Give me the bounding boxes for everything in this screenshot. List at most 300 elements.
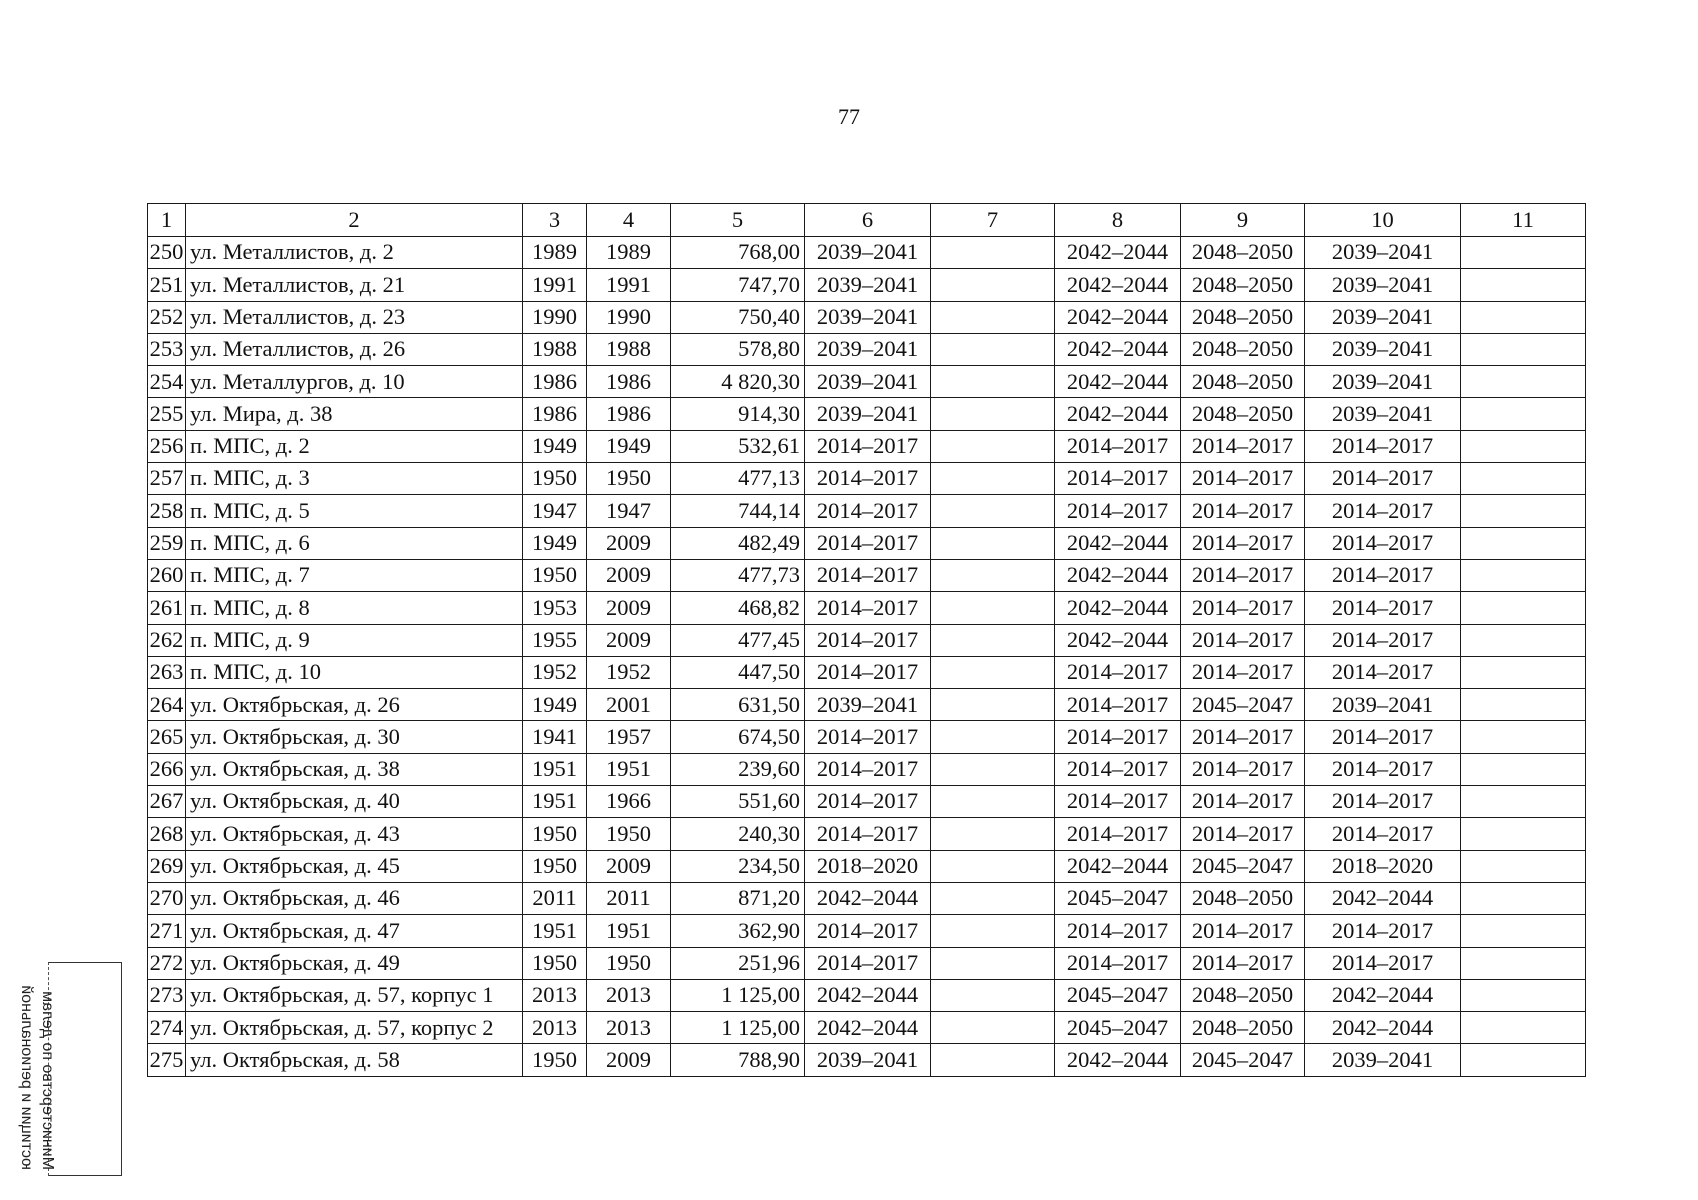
table-cell-col-10: 2039–2041: [1305, 333, 1461, 365]
table-cell-col-1: 267: [148, 786, 186, 818]
table-cell-col-10: 2018–2020: [1305, 850, 1461, 882]
table-cell-col-9: 2014–2017: [1181, 721, 1305, 753]
table-cell-col-9: 2014–2017: [1181, 592, 1305, 624]
table-cell-col-8: 2014–2017: [1055, 430, 1181, 462]
table-cell-col-3: 1950: [523, 818, 587, 850]
table-cell-col-11: [1461, 366, 1586, 398]
table-cell-col-11: [1461, 915, 1586, 947]
table-cell-col-9: 2045–2047: [1181, 689, 1305, 721]
table-cell-col-11: [1461, 721, 1586, 753]
table-cell-col-1: 254: [148, 366, 186, 398]
table-cell-col-7: [931, 430, 1055, 462]
table-cell-col-9: 2048–2050: [1181, 301, 1305, 333]
table-cell-col-3: 1988: [523, 333, 587, 365]
table-cell-col-8: 2042–2044: [1055, 398, 1181, 430]
table-cell-col-4: 1950: [587, 818, 671, 850]
table-cell-col-5: 4 820,30: [671, 366, 805, 398]
table-row: [148, 656, 1586, 688]
table-cell-col-1: 252: [148, 301, 186, 333]
table-cell-col-7: [931, 301, 1055, 333]
table-cell-col-2: п. МПС, д. 6: [186, 527, 523, 559]
table-cell-col-2: ул. Октябрьская, д. 43: [186, 818, 523, 850]
table-cell-col-2: п. МПС, д. 3: [186, 463, 523, 495]
table-row: [148, 786, 1586, 818]
table-cell-col-7: [931, 495, 1055, 527]
table-cell-col-3: 1986: [523, 398, 587, 430]
table-row: [148, 333, 1586, 365]
table-cell-col-9: 2048–2050: [1181, 366, 1305, 398]
table-cell-col-4: 2013: [587, 1012, 671, 1044]
table-cell-col-2: ул. Октябрьская, д. 45: [186, 850, 523, 882]
table-cell-col-8: 2042–2044: [1055, 366, 1181, 398]
table-cell-col-6: 2039–2041: [805, 398, 931, 430]
stamp-line: Министерство по делам: [39, 991, 56, 1170]
table-cell-col-8: 2042–2044: [1055, 527, 1181, 559]
table-row: [148, 850, 1586, 882]
table-cell-col-4: 2011: [587, 882, 671, 914]
table-cell-col-3: 1949: [523, 527, 587, 559]
table-cell-col-5: 1 125,00: [671, 1012, 805, 1044]
table-cell-col-9: 2045–2047: [1181, 1044, 1305, 1076]
table-cell-col-8: 2014–2017: [1055, 818, 1181, 850]
table-cell-col-6: 2014–2017: [805, 947, 931, 979]
table-cell-col-3: 1947: [523, 495, 587, 527]
table-cell-col-6: 2014–2017: [805, 753, 931, 785]
table-cell-col-6: 2014–2017: [805, 818, 931, 850]
table-cell-col-10: 2039–2041: [1305, 1044, 1461, 1076]
table-cell-col-6: 2042–2044: [805, 979, 931, 1011]
table-cell-col-3: 1951: [523, 786, 587, 818]
table-row: [148, 753, 1586, 785]
table-cell-col-8: 2045–2047: [1055, 1012, 1181, 1044]
table-cell-col-1: 268: [148, 818, 186, 850]
table-cell-col-3: 1953: [523, 592, 587, 624]
table-cell-col-2: ул. Мира, д. 38: [186, 398, 523, 430]
column-header-10: 10: [1305, 204, 1461, 237]
table-cell-col-11: [1461, 1044, 1586, 1076]
table-cell-col-10: 2039–2041: [1305, 366, 1461, 398]
table-cell-col-4: 1949: [587, 430, 671, 462]
table-cell-col-11: [1461, 527, 1586, 559]
table-cell-col-2: ул. Октябрьская, д. 47: [186, 915, 523, 947]
table-cell-col-11: [1461, 592, 1586, 624]
table-row: [148, 818, 1586, 850]
table-cell-col-7: [931, 366, 1055, 398]
table-cell-col-10: 2042–2044: [1305, 1012, 1461, 1044]
table-cell-col-5: 747,70: [671, 269, 805, 301]
table-cell-col-6: 2014–2017: [805, 430, 931, 462]
column-header-6: 6: [805, 204, 931, 237]
table-row: [148, 237, 1586, 269]
table-cell-col-5: 240,30: [671, 818, 805, 850]
table-cell-col-10: 2042–2044: [1305, 882, 1461, 914]
table-cell-col-8: 2042–2044: [1055, 301, 1181, 333]
table-cell-col-5: 744,14: [671, 495, 805, 527]
table-cell-col-6: 2014–2017: [805, 559, 931, 591]
table-cell-col-1: 261: [148, 592, 186, 624]
table-cell-col-1: 253: [148, 333, 186, 365]
table-row: [148, 915, 1586, 947]
table-cell-col-10: 2014–2017: [1305, 495, 1461, 527]
table-cell-col-9: 2014–2017: [1181, 753, 1305, 785]
table-cell-col-8: 2042–2044: [1055, 559, 1181, 591]
table-cell-col-4: 1966: [587, 786, 671, 818]
table-cell-col-3: 1989: [523, 237, 587, 269]
table-row: [148, 947, 1586, 979]
table-cell-col-11: [1461, 753, 1586, 785]
table-cell-col-11: [1461, 495, 1586, 527]
table-cell-col-10: 2039–2041: [1305, 689, 1461, 721]
table-cell-col-2: ул. Октябрьская, д. 58: [186, 1044, 523, 1076]
table-cell-col-4: 2009: [587, 850, 671, 882]
table-cell-col-7: [931, 1044, 1055, 1076]
table-row: [148, 1044, 1586, 1076]
table-cell-col-7: [931, 656, 1055, 688]
table-cell-col-3: 1949: [523, 430, 587, 462]
table-cell-col-4: 1951: [587, 915, 671, 947]
table-cell-col-3: 1950: [523, 1044, 587, 1076]
table-cell-col-9: 2048–2050: [1181, 1012, 1305, 1044]
table-row: [148, 882, 1586, 914]
table-row: [148, 269, 1586, 301]
table-cell-col-11: [1461, 624, 1586, 656]
column-header-2: 2: [186, 204, 523, 237]
table-cell-col-1: 273: [148, 979, 186, 1011]
table-cell-col-7: [931, 592, 1055, 624]
table-cell-col-1: 259: [148, 527, 186, 559]
table-cell-col-11: [1461, 882, 1586, 914]
table-cell-col-9: 2014–2017: [1181, 430, 1305, 462]
table-cell-col-9: 2014–2017: [1181, 624, 1305, 656]
table-cell-col-7: [931, 333, 1055, 365]
table-cell-col-5: 234,50: [671, 850, 805, 882]
table-cell-col-6: 2039–2041: [805, 237, 931, 269]
table-cell-col-8: 2014–2017: [1055, 463, 1181, 495]
table-cell-col-6: 2014–2017: [805, 463, 931, 495]
column-header-8: 8: [1055, 204, 1181, 237]
table-cell-col-2: ул. Металлистов, д. 23: [186, 301, 523, 333]
table-cell-col-3: 1991: [523, 269, 587, 301]
table-cell-col-2: п. МПС, д. 5: [186, 495, 523, 527]
table-cell-col-9: 2048–2050: [1181, 882, 1305, 914]
table-cell-col-8: 2014–2017: [1055, 721, 1181, 753]
table-row: [148, 398, 1586, 430]
table-cell-col-11: [1461, 979, 1586, 1011]
table-cell-col-1: 266: [148, 753, 186, 785]
table-cell-col-2: п. МПС, д. 7: [186, 559, 523, 591]
table-cell-col-1: 260: [148, 559, 186, 591]
table-cell-col-3: 1986: [523, 366, 587, 398]
table-cell-col-10: 2014–2017: [1305, 753, 1461, 785]
table-cell-col-9: 2014–2017: [1181, 947, 1305, 979]
table-cell-col-2: ул. Октябрьская, д. 26: [186, 689, 523, 721]
table-cell-col-8: 2014–2017: [1055, 689, 1181, 721]
table-row: [148, 721, 1586, 753]
column-header-9: 9: [1181, 204, 1305, 237]
table-cell-col-4: 2009: [587, 592, 671, 624]
table-cell-col-9: 2014–2017: [1181, 818, 1305, 850]
table-cell-col-6: 2039–2041: [805, 301, 931, 333]
column-header-3: 3: [523, 204, 587, 237]
table-cell-col-7: [931, 786, 1055, 818]
table-cell-col-10: 2039–2041: [1305, 398, 1461, 430]
table-cell-col-6: 2039–2041: [805, 269, 931, 301]
table-cell-col-8: 2014–2017: [1055, 947, 1181, 979]
table-cell-col-9: 2048–2050: [1181, 237, 1305, 269]
table-cell-col-5: 788,90: [671, 1044, 805, 1076]
table-cell-col-4: 1986: [587, 398, 671, 430]
table-cell-col-7: [931, 882, 1055, 914]
table-cell-col-6: 2014–2017: [805, 656, 931, 688]
table-cell-col-4: 1957: [587, 721, 671, 753]
table-cell-col-9: 2014–2017: [1181, 495, 1305, 527]
table-cell-col-9: 2014–2017: [1181, 559, 1305, 591]
table-cell-col-2: ул. Октябрьская, д. 57, корпус 2: [186, 1012, 523, 1044]
stamp-line: юстиции и региональной: [18, 985, 35, 1170]
table-cell-col-2: ул. Октябрьская, д. 38: [186, 753, 523, 785]
table-cell-col-10: 2014–2017: [1305, 624, 1461, 656]
table-cell-col-7: [931, 624, 1055, 656]
table-cell-col-11: [1461, 463, 1586, 495]
table-cell-col-8: 2042–2044: [1055, 592, 1181, 624]
table-cell-col-6: 2039–2041: [805, 333, 931, 365]
table-cell-col-10: 2014–2017: [1305, 818, 1461, 850]
table-cell-col-11: [1461, 1012, 1586, 1044]
table-cell-col-4: 1950: [587, 947, 671, 979]
table-cell-col-8: 2014–2017: [1055, 915, 1181, 947]
table-cell-col-11: [1461, 656, 1586, 688]
table-cell-col-4: 1988: [587, 333, 671, 365]
table-cell-col-2: ул. Октябрьская, д. 46: [186, 882, 523, 914]
table-cell-col-1: 256: [148, 430, 186, 462]
table-cell-col-5: 914,30: [671, 398, 805, 430]
column-header-7: 7: [931, 204, 1055, 237]
table-cell-col-7: [931, 237, 1055, 269]
table-cell-col-7: [931, 527, 1055, 559]
table-cell-col-3: 2011: [523, 882, 587, 914]
table-cell-col-3: 2013: [523, 979, 587, 1011]
table-cell-col-2: п. МПС, д. 9: [186, 624, 523, 656]
table-cell-col-8: 2014–2017: [1055, 786, 1181, 818]
table-cell-col-1: 263: [148, 656, 186, 688]
table-cell-col-8: 2042–2044: [1055, 850, 1181, 882]
table-cell-col-6: 2039–2041: [805, 689, 931, 721]
table-cell-col-8: 2042–2044: [1055, 333, 1181, 365]
table-row: [148, 689, 1586, 721]
table-cell-col-3: 1949: [523, 689, 587, 721]
table-cell-col-8: 2042–2044: [1055, 1044, 1181, 1076]
table-cell-col-10: 2039–2041: [1305, 269, 1461, 301]
table-cell-col-9: 2014–2017: [1181, 915, 1305, 947]
table-cell-col-11: [1461, 947, 1586, 979]
table-cell-col-3: 1950: [523, 559, 587, 591]
table-row: [148, 1012, 1586, 1044]
table-cell-col-7: [931, 915, 1055, 947]
table-cell-col-6: 2014–2017: [805, 786, 931, 818]
table-row: [148, 430, 1586, 462]
table-cell-col-9: 2014–2017: [1181, 463, 1305, 495]
table-cell-col-4: 1991: [587, 269, 671, 301]
table-row: [148, 366, 1586, 398]
table-row: [148, 527, 1586, 559]
table-cell-col-11: [1461, 237, 1586, 269]
table-cell-col-8: 2042–2044: [1055, 269, 1181, 301]
table-cell-col-8: 2042–2044: [1055, 237, 1181, 269]
table-row: [148, 559, 1586, 591]
table-cell-col-4: 1952: [587, 656, 671, 688]
table-cell-col-10: 2039–2041: [1305, 237, 1461, 269]
table-cell-col-7: [931, 979, 1055, 1011]
table-cell-col-11: [1461, 430, 1586, 462]
table-cell-col-5: 477,13: [671, 463, 805, 495]
table-cell-col-5: 871,20: [671, 882, 805, 914]
table-cell-col-5: 532,61: [671, 430, 805, 462]
table-cell-col-1: 270: [148, 882, 186, 914]
table-cell-col-10: 2014–2017: [1305, 592, 1461, 624]
table-cell-col-4: 2009: [587, 624, 671, 656]
table-cell-col-4: 2009: [587, 559, 671, 591]
table-cell-col-3: 1941: [523, 721, 587, 753]
table-row: [148, 301, 1586, 333]
housing-register-table: [147, 203, 1586, 1077]
table-row: [148, 463, 1586, 495]
page-number: 77: [838, 104, 860, 129]
table-cell-col-10: 2014–2017: [1305, 915, 1461, 947]
table-cell-col-1: 255: [148, 398, 186, 430]
table-cell-col-7: [931, 721, 1055, 753]
table-cell-col-5: 447,50: [671, 656, 805, 688]
table-cell-col-2: ул. Металлистов, д. 21: [186, 269, 523, 301]
table-cell-col-1: 262: [148, 624, 186, 656]
table-cell-col-9: 2014–2017: [1181, 786, 1305, 818]
table-cell-col-9: 2048–2050: [1181, 979, 1305, 1011]
table-cell-col-5: 551,60: [671, 786, 805, 818]
table-cell-col-6: 2014–2017: [805, 721, 931, 753]
table-cell-col-4: 1986: [587, 366, 671, 398]
table-cell-col-9: 2014–2017: [1181, 527, 1305, 559]
table-cell-col-1: 264: [148, 689, 186, 721]
table-cell-col-1: 275: [148, 1044, 186, 1076]
table-cell-col-5: 674,50: [671, 721, 805, 753]
table-cell-col-9: 2048–2050: [1181, 269, 1305, 301]
table-cell-col-5: 477,73: [671, 559, 805, 591]
table-cell-col-10: 2014–2017: [1305, 656, 1461, 688]
table-cell-col-3: 1952: [523, 656, 587, 688]
table-cell-col-9: 2048–2050: [1181, 333, 1305, 365]
table-cell-col-10: 2014–2017: [1305, 721, 1461, 753]
table-cell-col-3: 1951: [523, 915, 587, 947]
table-cell-col-4: 1990: [587, 301, 671, 333]
table-cell-col-7: [931, 818, 1055, 850]
table-row: [148, 979, 1586, 1011]
table-cell-col-2: п. МПС, д. 2: [186, 430, 523, 462]
table-cell-col-4: 1951: [587, 753, 671, 785]
table-cell-col-11: [1461, 689, 1586, 721]
table-cell-col-7: [931, 269, 1055, 301]
column-header-1: 1: [148, 204, 186, 237]
table-cell-col-1: 265: [148, 721, 186, 753]
table-cell-col-4: 1989: [587, 237, 671, 269]
table-cell-col-3: 1950: [523, 463, 587, 495]
table-cell-col-8: 2014–2017: [1055, 495, 1181, 527]
table-cell-col-7: [931, 559, 1055, 591]
table-cell-col-6: 2014–2017: [805, 624, 931, 656]
table-cell-col-4: 1950: [587, 463, 671, 495]
table-cell-col-5: 631,50: [671, 689, 805, 721]
table-cell-col-10: 2014–2017: [1305, 527, 1461, 559]
table-cell-col-11: [1461, 818, 1586, 850]
table-row: [148, 495, 1586, 527]
table-cell-col-5: 468,82: [671, 592, 805, 624]
table-cell-col-11: [1461, 333, 1586, 365]
table-cell-col-6: 2014–2017: [805, 915, 931, 947]
table-cell-col-5: 482,49: [671, 527, 805, 559]
table-cell-col-9: 2048–2050: [1181, 398, 1305, 430]
table-cell-col-5: 1 125,00: [671, 979, 805, 1011]
table-cell-col-10: 2039–2041: [1305, 301, 1461, 333]
table-cell-col-11: [1461, 269, 1586, 301]
table-cell-col-4: 2013: [587, 979, 671, 1011]
table-cell-col-1: 258: [148, 495, 186, 527]
table-cell-col-2: ул. Октябрьская, д. 49: [186, 947, 523, 979]
table-cell-col-7: [931, 753, 1055, 785]
table-cell-col-7: [931, 398, 1055, 430]
table-cell-col-1: 257: [148, 463, 186, 495]
table-cell-col-6: 2042–2044: [805, 1012, 931, 1044]
table-cell-col-2: ул. Октябрьская, д. 30: [186, 721, 523, 753]
table-cell-col-4: 2009: [587, 527, 671, 559]
table-cell-col-1: 251: [148, 269, 186, 301]
table-cell-col-6: 2014–2017: [805, 495, 931, 527]
table-cell-col-7: [931, 463, 1055, 495]
table-cell-col-8: 2045–2047: [1055, 882, 1181, 914]
table-cell-col-10: 2014–2017: [1305, 786, 1461, 818]
table-cell-col-2: ул. Октябрьская, д. 57, корпус 1: [186, 979, 523, 1011]
table-cell-col-5: 750,40: [671, 301, 805, 333]
table-cell-col-10: 2014–2017: [1305, 947, 1461, 979]
table-cell-col-6: 2039–2041: [805, 366, 931, 398]
table-cell-col-4: 2001: [587, 689, 671, 721]
table-cell-col-11: [1461, 398, 1586, 430]
table-cell-col-3: 1990: [523, 301, 587, 333]
table-cell-col-10: 2014–2017: [1305, 559, 1461, 591]
table-cell-col-9: 2014–2017: [1181, 656, 1305, 688]
table-header-row: [148, 204, 1586, 237]
table-cell-col-4: 1947: [587, 495, 671, 527]
table-cell-col-1: 274: [148, 1012, 186, 1044]
table-cell-col-8: 2045–2047: [1055, 979, 1181, 1011]
table-cell-col-11: [1461, 559, 1586, 591]
table-cell-col-5: 251,96: [671, 947, 805, 979]
table-row: [148, 592, 1586, 624]
table-cell-col-3: 1951: [523, 753, 587, 785]
table-cell-col-8: 2014–2017: [1055, 753, 1181, 785]
table-cell-col-7: [931, 1012, 1055, 1044]
table-cell-col-2: п. МПС, д. 10: [186, 656, 523, 688]
table-row: [148, 624, 1586, 656]
table-cell-col-7: [931, 947, 1055, 979]
column-header-4: 4: [587, 204, 671, 237]
table-cell-col-7: [931, 689, 1055, 721]
table-cell-col-1: 250: [148, 237, 186, 269]
column-header-5: 5: [671, 204, 805, 237]
table-cell-col-8: 2042–2044: [1055, 624, 1181, 656]
table-cell-col-2: ул. Металлистов, д. 2: [186, 237, 523, 269]
table-cell-col-11: [1461, 301, 1586, 333]
table-cell-col-5: 362,90: [671, 915, 805, 947]
table-cell-col-8: 2014–2017: [1055, 656, 1181, 688]
table-cell-col-3: 1950: [523, 850, 587, 882]
